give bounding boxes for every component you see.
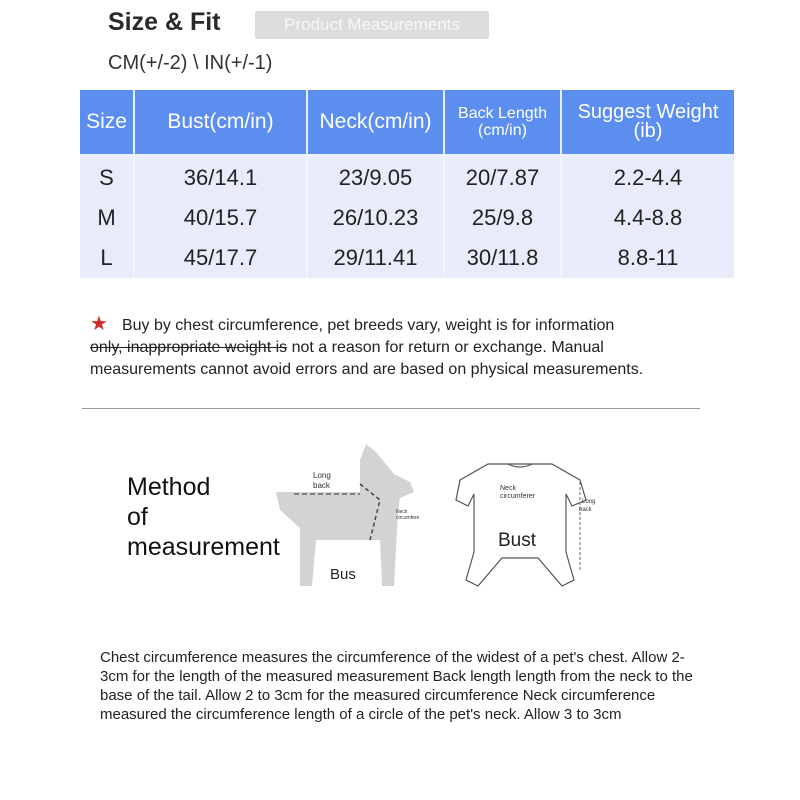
header-bust: Bust(cm/in)	[134, 90, 307, 156]
cell-neck: 26/10.23	[307, 198, 444, 238]
header-suggest-weight: Suggest Weight (ib)	[561, 90, 734, 156]
cell-bust: 45/17.7	[134, 238, 307, 278]
cell-back-length: 30/11.8	[444, 238, 561, 278]
cell-bust: 40/15.7	[134, 198, 307, 238]
cell-size: S	[80, 156, 134, 198]
product-measurements-tag: Product Measurements	[255, 11, 489, 39]
measurement-diagram	[276, 440, 606, 590]
notice-rest: not a reason for return or exchange. Manual measurements cannot avoid errors and are based on physical measurements.	[90, 339, 644, 378]
cell-size: L	[80, 238, 134, 278]
notice-line-1: Buy by chest circumference, pet breeds vary, weight is for information	[121, 317, 615, 334]
svg-text:back: back	[579, 507, 592, 513]
cell-back-length: 25/9.8	[444, 198, 561, 238]
svg-text:circumferer: circumferer	[500, 493, 536, 500]
notice-struck-text: only, inappropriate weight is	[90, 339, 288, 356]
shirt-outline-icon	[456, 464, 586, 586]
cell-back-length: 20/7.87	[444, 156, 561, 198]
cell-bust: 36/14.1	[134, 156, 307, 198]
units-note: CM(+/-2) \ IN(+/-1)	[108, 52, 273, 74]
cell-weight: 2.2-4.4	[561, 156, 734, 198]
table-row	[80, 156, 734, 198]
dog-neck-label: Neck	[396, 509, 408, 515]
header-back-length: Back Length (cm/in)	[444, 90, 561, 156]
table-header-row	[80, 90, 734, 156]
cell-size: M	[80, 198, 134, 238]
cell-neck: 23/9.05	[307, 156, 444, 198]
dog-silhouette-icon	[276, 444, 414, 586]
measurement-description: Chest circumference measures the circumference of the widest of a pet's chest. Allow 2-3cm for the length of the measured measurement Back length length from the neck to the base of the tail. Allow 2 to 3cm for the measured circumference Neck circumference measured the circumference length of a circle of the pet's neck. Allow 3 to 3cm	[100, 649, 693, 723]
shirt-bust-label: Bust	[498, 530, 537, 551]
header-size: Size	[80, 90, 134, 156]
star-icon: ★	[90, 313, 108, 335]
svg-text:back: back	[313, 481, 330, 490]
cell-weight: 4.4-8.8	[561, 198, 734, 238]
header-neck: Neck(cm/in)	[307, 90, 444, 156]
table-row	[80, 238, 734, 278]
dog-bust-label: Bus	[330, 566, 356, 583]
divider	[82, 408, 700, 409]
table-row	[80, 198, 734, 238]
cell-weight: 8.8-11	[561, 238, 734, 278]
size-table	[80, 90, 734, 278]
cell-neck: 29/11.41	[307, 238, 444, 278]
page-title: Size & Fit	[108, 8, 221, 36]
shirt-long-back-label: Long	[582, 499, 596, 505]
method-heading: Method of measurement	[127, 473, 280, 561]
sizing-notice	[90, 313, 710, 381]
dog-long-back-label: Long	[313, 471, 331, 480]
shirt-neck-label: Neck	[500, 485, 516, 492]
svg-text:circumfere: circumfere	[396, 515, 420, 521]
